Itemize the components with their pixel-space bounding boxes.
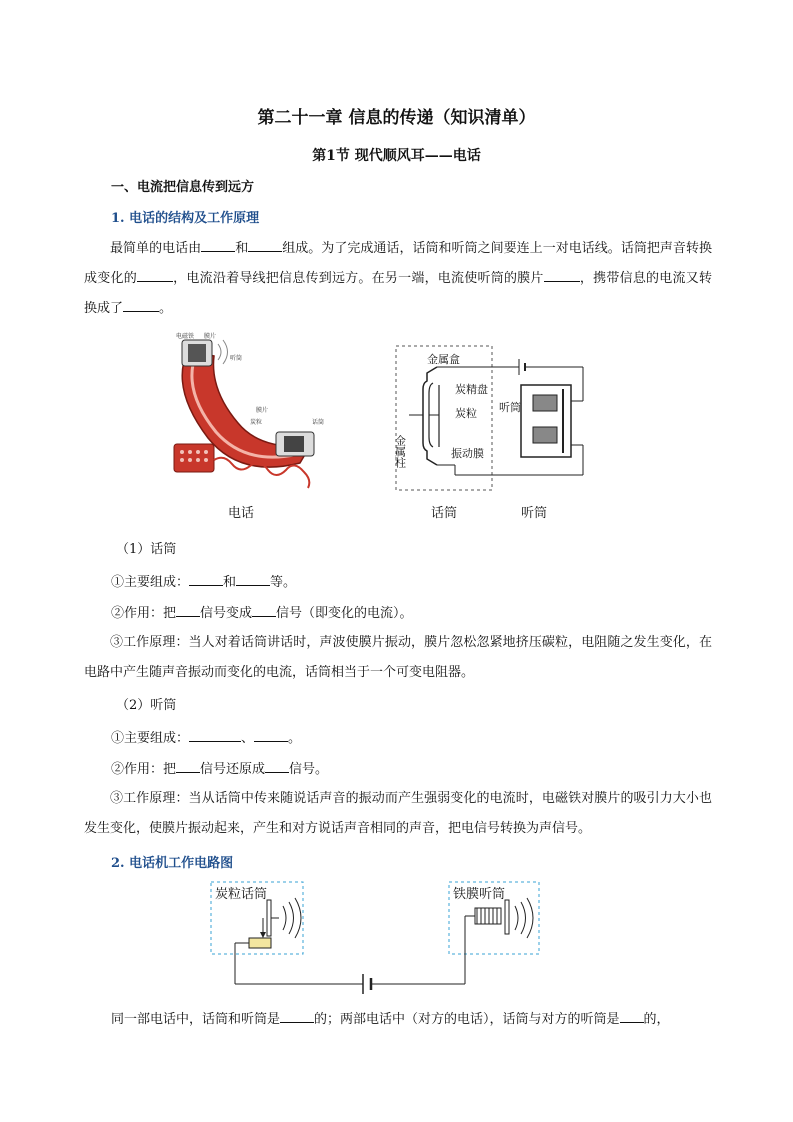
fill-blank[interactable] [248, 237, 282, 252]
caption-mic: 话筒 [431, 506, 458, 521]
mic-heading: （1）话筒 [116, 542, 177, 557]
fill-blank[interactable] [254, 727, 288, 742]
fill-blank[interactable] [123, 297, 159, 312]
fill-blank[interactable] [176, 758, 200, 773]
receiver-function: ②作用：把 信号还原成 信号。 [111, 758, 328, 780]
fill-blank[interactable] [544, 267, 580, 282]
mic-components: ①主要组成： 和 等。 [111, 571, 296, 593]
label-carbon-grain: 炭粒 [455, 407, 477, 420]
fill-blank[interactable] [201, 237, 235, 252]
label-receiver-small: 听筒 [230, 355, 243, 362]
heading-structure-principle: 1. 电话的结构及工作原理 [111, 211, 260, 226]
fill-blank[interactable] [252, 602, 276, 617]
receiver-diagram [493, 345, 593, 493]
receiver-principle: ③工作原理：当从话筒中传来随说话声音的振动而产生强弱变化的电流时，电磁铁对膜片的吸引力大小也发生变化，使膜片振动起来，产生和对方说话声音相同的声音，把电信号转换为声信号。 [84, 791, 712, 836]
closing-sentence: 同一部电话中，话筒和听筒是 的；两部电话中（对方的电话），话筒与对方的听筒是 的， [111, 1008, 670, 1030]
label-carbon-plate: 炭精盘 [455, 383, 488, 396]
fill-blank[interactable] [265, 758, 289, 773]
label-carbon-mic: 炭粒话筒 [215, 887, 268, 902]
fill-blank[interactable] [189, 727, 241, 742]
page-title: 第二十一章 信息的传递（知识清单） [257, 108, 536, 128]
carbon-resistor [249, 938, 271, 948]
fill-blank[interactable] [280, 1008, 314, 1023]
receiver-heading: （2）听筒 [116, 698, 177, 713]
fill-blank[interactable] [189, 571, 223, 586]
microphone-diagram [395, 345, 495, 493]
label-metal-post: 金属柱 [393, 435, 407, 468]
label-electromagnet: 电磁铁 [176, 333, 195, 340]
fill-blank[interactable] [137, 267, 173, 282]
mic-principle: ③工作原理：当人对着话筒讲话时，声波使膜片振动，膜片忽松忽紧地挤压碳粒，电阻随之发生变化，在电路中产生随声音振动而变化的电流，话筒相当于一个可变电阻器。 [84, 635, 712, 680]
circuit-diagram [205, 878, 545, 1000]
label-iron-receiver: 铁膜听筒 [453, 887, 506, 902]
heading-section-1: 一、电流把信息传到远方 [111, 180, 255, 195]
label-mic-small: 话筒 [312, 419, 325, 426]
intro-paragraph: 最简单的电话由 和 组成。为了完成通话，话筒和听筒之间要连上一对电话线。话筒把声音转换成变化的 ，电流沿着导线把信息传到远方。在另一端，电流使听筒的膜片 ，携带信息的电流又转换成了 。 [84, 234, 712, 324]
caption-phone: 电话 [228, 506, 255, 521]
heading-circuit: 2. 电话机工作电路图 [111, 856, 234, 871]
fill-blank[interactable] [236, 571, 270, 586]
label-diaphragm-top: 膜片 [204, 333, 217, 340]
fill-blank[interactable] [620, 1008, 644, 1023]
label-receiver: 听筒 [499, 401, 521, 414]
caption-receiver: 听筒 [521, 506, 548, 521]
mic-function: ②作用：把 信号变成 信号（即变化的电流）。 [111, 602, 413, 624]
label-carbon: 炭粒 [250, 419, 263, 426]
label-diaphragm-bottom: 膜片 [256, 407, 269, 414]
label-metal-box: 金属盒 [427, 353, 460, 366]
section-subtitle: 第1节 现代顺风耳——电话 [312, 148, 481, 164]
receiver-components: ①主要组成： 、 。 [111, 727, 301, 749]
fill-blank[interactable] [176, 602, 200, 617]
label-vibrating-film: 振动膜 [451, 447, 484, 460]
telephone-illustration [160, 328, 340, 493]
